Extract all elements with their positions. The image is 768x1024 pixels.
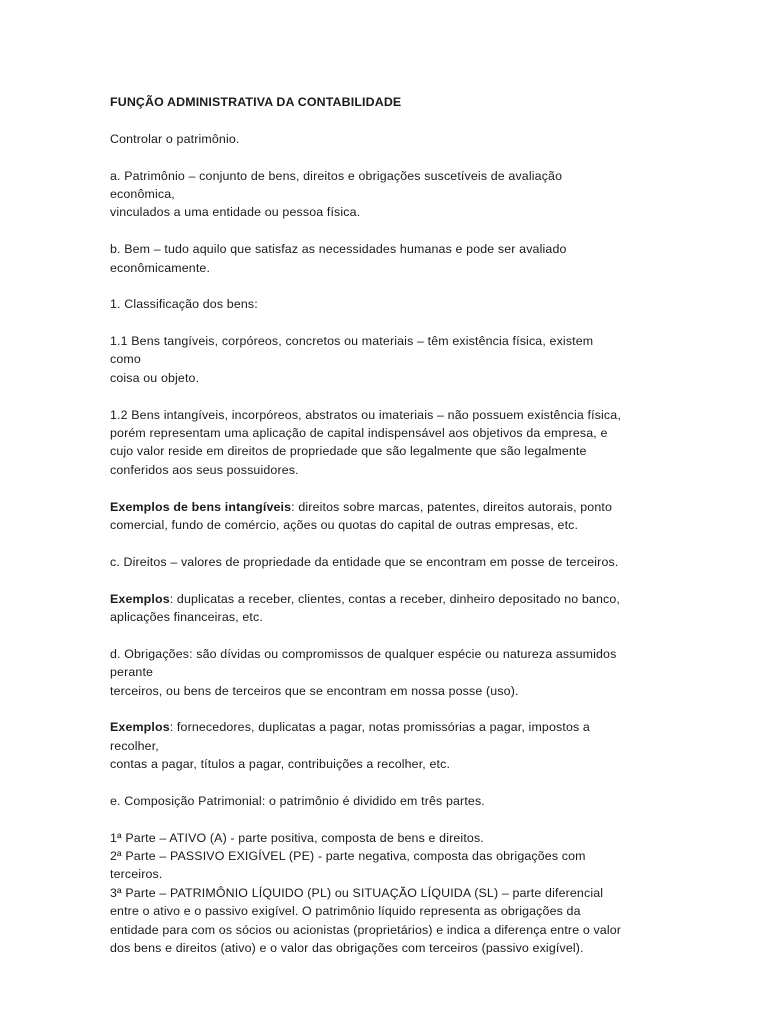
paragraph-a-line-3: vinculados a uma entidade ou pessoa física. bbox=[110, 205, 361, 220]
document-title: FUNÇÃO ADMINISTRATIVA DA CONTABILIDADE bbox=[110, 95, 402, 109]
paragraph-a-line-2: econômica, bbox=[110, 186, 175, 201]
part-3-equity-line-1: 3ª Parte – PATRIMÔNIO LÍQUIDO (PL) ou SITUAÇÃO LÍQUIDA (SL) – parte diferencial bbox=[110, 885, 604, 900]
tangible-line-2: como bbox=[110, 352, 141, 367]
paragraph-a bbox=[110, 167, 660, 222]
intangible-line-1: 1.2 Bens intangíveis, incorpóreos, abstratos ou imateriais – não possuem existência física, bbox=[110, 407, 621, 422]
paragraph-b-line-2: econômicamente. bbox=[110, 260, 211, 275]
rights-examples-text: : duplicatas a receber, clientes, contas a receber, dinheiro depositado no banco, bbox=[169, 591, 620, 606]
part-3-equity-line-2: entre o ativo e o passivo exigível. O patrimônio líquido representa as obrigações da bbox=[110, 904, 581, 919]
paragraph-d-line-3: terceiros, ou bens de terceiros que se encontram em nossa posse (uso). bbox=[110, 683, 519, 698]
paragraph-rights-examples bbox=[110, 590, 660, 627]
intangible-examples-label: Exemplos de bens intangíveis bbox=[110, 499, 292, 514]
obligations-examples-line-2: recolher, bbox=[110, 738, 159, 753]
rights-examples-label: Exemplos bbox=[110, 591, 170, 606]
rights-examples-line-1 bbox=[110, 590, 660, 608]
paragraph-d-line-2: perante bbox=[110, 665, 154, 680]
part-3-equity-line-3: entidade para com os sócios ou acionistas (proprietários) e indica a diferença entre o valor bbox=[110, 922, 622, 937]
intangible-line-3: cujo valor reside em direitos de propriedade que são legalmente que são legalmente bbox=[110, 444, 587, 459]
obligations-examples-label: Exemplos bbox=[110, 720, 170, 735]
paragraph-obligations-examples bbox=[110, 718, 660, 773]
part-3-equity-line-4: dos bens e direitos (ativo) e o valor das obrigações com terceiros (passivo exigível). bbox=[110, 940, 584, 955]
tangible-line-3: coisa ou objeto. bbox=[110, 370, 200, 385]
paragraph-tangible-goods bbox=[110, 332, 660, 387]
paragraph-e: e. Composição Patrimonial: o patrimônio é dividido em três partes. bbox=[110, 793, 485, 808]
intangible-line-4: conferidos aos seus possuidores. bbox=[110, 462, 299, 477]
paragraph-d bbox=[110, 645, 660, 700]
classification-heading: 1. Classificação dos bens: bbox=[110, 297, 258, 312]
obligations-examples-line-3: contas a pagar, títulos a pagar, contribuições a recolher, etc. bbox=[110, 757, 451, 772]
paragraph-intangible-examples bbox=[110, 498, 660, 535]
paragraph-b bbox=[110, 240, 660, 277]
intro-paragraph: Controlar o patrimônio. bbox=[110, 131, 240, 146]
part-2-liability-line-2: terceiros. bbox=[110, 867, 163, 882]
obligations-examples-text: : fornecedores, duplicatas a pagar, notas promissórias a pagar, impostos a bbox=[169, 720, 590, 735]
intangible-examples-line-2: comercial, fundo de comércio, ações ou quotas do capital de outras empresas, etc. bbox=[110, 517, 579, 532]
obligations-examples-line-1 bbox=[110, 718, 660, 736]
paragraph-a-line-1: a. Patrimônio – conjunto de bens, direitos e obrigações suscetíveis de avaliação bbox=[110, 168, 563, 183]
part-2-liability-line-1: 2ª Parte – PASSIVO EXIGÍVEL (PE) - parte negativa, composta das obrigações com bbox=[110, 849, 586, 864]
intangible-examples-line-1 bbox=[110, 498, 660, 516]
intangible-examples-text: : direitos sobre marcas, patentes, direitos autorais, ponto bbox=[291, 499, 613, 514]
part-1-asset: 1ª Parte – ATIVO (A) - parte positiva, composta de bens e direitos. bbox=[110, 830, 484, 845]
tangible-line-1: 1.1 Bens tangíveis, corpóreos, concretos ou materiais – têm existência física, existem bbox=[110, 334, 594, 349]
rights-examples-line-2: aplicações financeiras, etc. bbox=[110, 609, 263, 624]
paragraph-c: c. Direitos – valores de propriedade da entidade que se encontram em posse de terceiros. bbox=[110, 554, 619, 569]
document-page bbox=[110, 93, 660, 957]
intangible-line-2: porém representam uma aplicação de capital indispensável aos objetivos da empresa, e bbox=[110, 426, 608, 441]
patrimonial-parts bbox=[110, 829, 660, 958]
paragraph-b-line-1: b. Bem – tudo aquilo que satisfaz as necessidades humanas e pode ser avaliado bbox=[110, 242, 567, 257]
paragraph-d-line-1: d. Obrigações: são dívidas ou compromissos de qualquer espécie ou natureza assumidos bbox=[110, 646, 617, 661]
paragraph-intangible-goods bbox=[110, 406, 660, 480]
